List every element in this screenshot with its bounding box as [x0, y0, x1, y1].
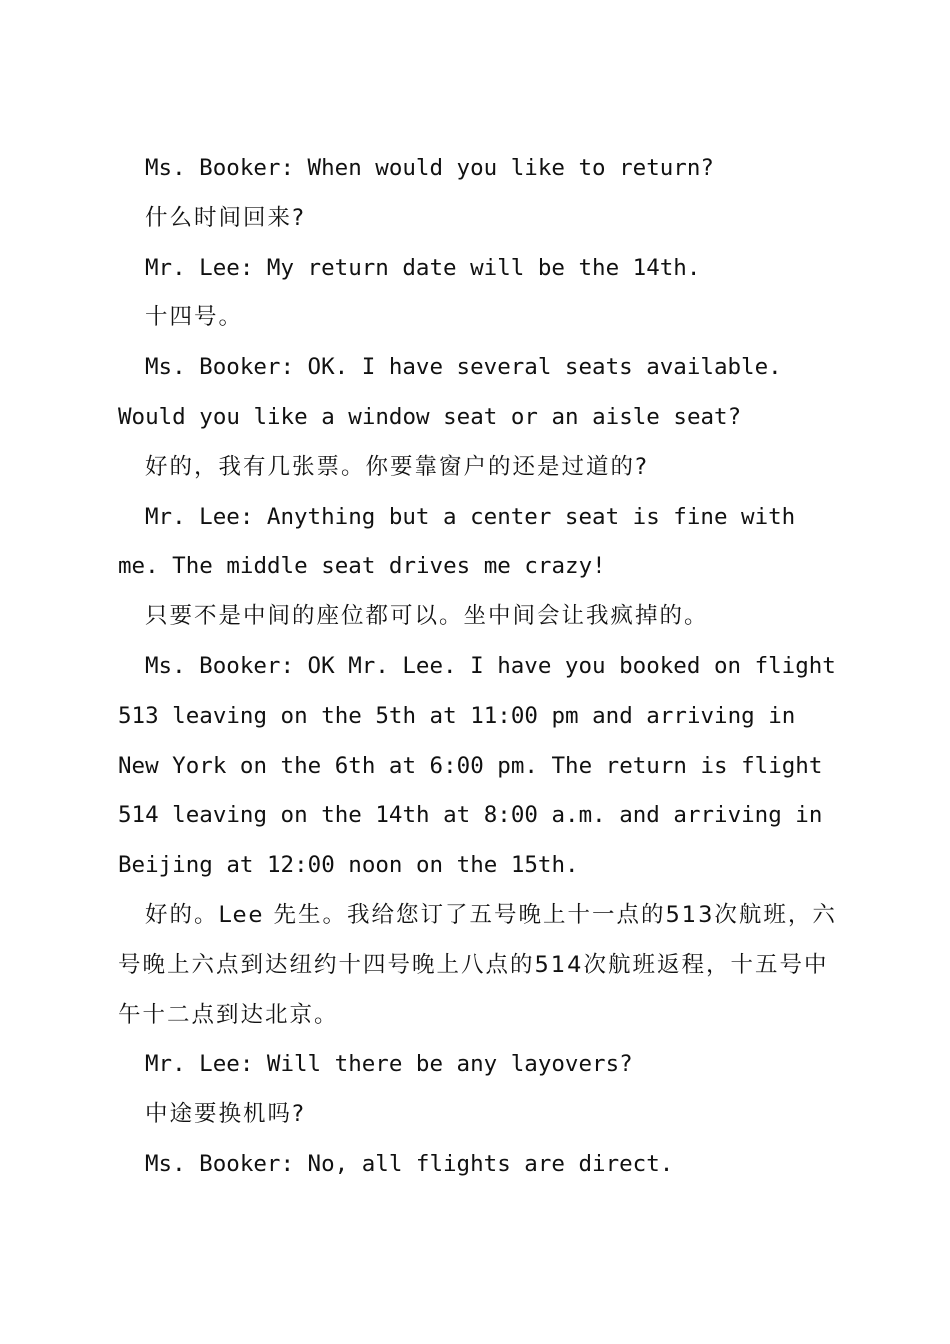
paragraph-translation-flight-details: 好的。Lee 先生。我给您订了五号晚上十一点的513次航班，六号晚上六点到达纽约十四号晚上八点的514次航班返程，十五号中午十二点到达北京。 — [118, 901, 837, 1028]
paragraph-translation-seats: 好的，我有几张票。你要靠窗户的还是过道的? — [145, 453, 649, 480]
paragraph-translation-seat-preference: 只要不是中间的座位都可以。坐中间会让我疯掉的。 — [145, 603, 709, 630]
paragraph-booker-direct: Ms. Booker: No, all flights are direct. — [145, 1150, 674, 1177]
paragraph-translation-return: 什么时间回来? — [145, 204, 306, 231]
paragraph-translation-return-date: 十四号。 — [145, 304, 244, 331]
paragraph-translation-layovers: 中途要换机吗? — [145, 1101, 306, 1128]
paragraph-lee-return-date: Mr. Lee: My return date will be the 14th. — [145, 254, 701, 281]
paragraph-lee-seat-preference: Mr. Lee: Anything but a center seat is fine with me. The middle seat drives me crazy! — [118, 503, 796, 580]
paragraph-booker-flight-details: Ms. Booker: OK Mr. Lee. I have you booked on flight 513 leaving on the 5th at 11:00 pm and arriving in New York on the 6th at 6:00 pm. The return is flight 514 leaving on the 14th at 8:00 a.m. and arriving in Beijing at 12:00 noon on the 15th. — [118, 652, 836, 879]
dialogue-body — [118, 144, 838, 1190]
paragraph-booker-return: Ms. Booker: When would you like to return? — [145, 155, 714, 181]
paragraph-booker-seats: Ms. Booker: OK. I have several seats available. Would you like a window seat or an aisle seat? — [118, 354, 782, 430]
paragraph-lee-layovers: Mr. Lee: Will there be any layovers? — [145, 1051, 633, 1078]
